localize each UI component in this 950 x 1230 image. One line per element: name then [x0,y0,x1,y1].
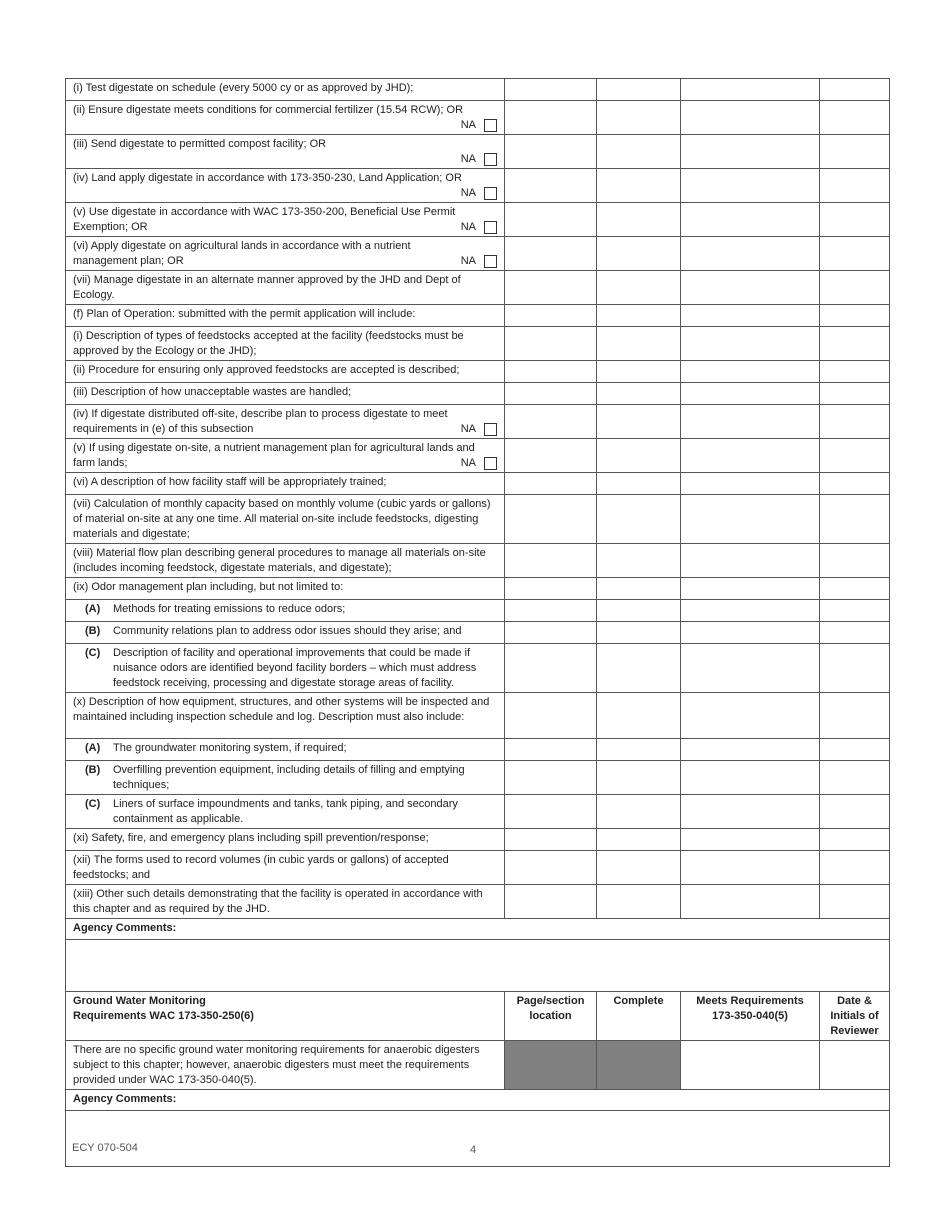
meets-requirements-cell[interactable] [681,851,820,885]
requirement-text: (xi) Safety, fire, and emergency plans including spill prevention/response; [73,832,429,844]
requirement-text-line1: (v) If using digestate on-site, a nutrient management plan for agricultural lands and [73,442,475,454]
meets-requirements-cell[interactable] [681,169,820,203]
meets-requirements-cell[interactable] [681,305,820,327]
sub-item-text: Description of facility and operational improvements that could be made if nuisance odors are identified beyond facility borders – which must address feedstock receiving, processing and digestate storage areas of facility. [113,647,477,689]
date-initials-cell[interactable] [820,473,890,495]
meets-requirements-cell[interactable] [681,693,820,739]
agency-comments-label-2: Agency Comments: [66,1090,890,1111]
date-initials-cell[interactable] [820,885,890,919]
requirement-row [66,237,890,271]
meets-requirements-cell[interactable] [681,101,820,135]
complete-cell[interactable] [597,473,681,495]
sub-item-label: (B) [85,625,101,637]
requirement-row [66,885,890,919]
date-initials-cell[interactable] [820,544,890,578]
date-initials-cell[interactable] [820,739,890,761]
meets-requirements-cell[interactable] [681,644,820,693]
na-label: NA [460,457,476,469]
requirement-text: (viii) Material flow plan describing general procedures to manage all materials on-site (includes incoming feedstock, digestate materials, and digestate); [73,547,486,574]
requirement-row [66,644,890,693]
requirement-row [66,829,890,851]
requirement-row [66,693,890,739]
meets-requirements-cell[interactable] [681,795,820,829]
meets-requirements-cell[interactable] [681,203,820,237]
complete-cell[interactable] [597,693,681,739]
requirement-text-cell [66,600,505,622]
complete-cell[interactable] [597,135,681,169]
page-section-cell[interactable] [505,578,597,600]
gw-complete-cell [597,1041,681,1090]
na-checkbox[interactable] [484,457,497,470]
complete-cell[interactable] [597,383,681,405]
date-initials-cell[interactable] [820,578,890,600]
requirement-text-cell [66,739,505,761]
meets-requirements-cell[interactable] [681,885,820,919]
requirement-text: (vii) Calculation of monthly capacity based on monthly volume (cubic yards or gallons) of material on-site at any one time. All material on-site include feedstocks, digesting materials and digestate; [73,498,491,540]
page-section-cell[interactable] [505,473,597,495]
complete-cell[interactable] [597,851,681,885]
na-checkbox[interactable] [484,423,497,436]
requirement-text: (ii) Procedure for ensuring only approved feedstocks are accepted is described; [73,364,460,376]
page-section-cell[interactable] [505,361,597,383]
date-initials-cell[interactable] [820,600,890,622]
complete-cell[interactable] [597,739,681,761]
meets-requirements-cell[interactable] [681,739,820,761]
complete-cell[interactable] [597,544,681,578]
date-initials-cell[interactable] [820,495,890,544]
date-initials-cell[interactable] [820,439,890,473]
date-initials-cell[interactable] [820,644,890,693]
requirement-row [66,851,890,885]
requirement-row [66,473,890,495]
na-label: NA [460,423,476,435]
requirement-text: (f) Plan of Operation: submitted with the permit application will include: [73,308,416,320]
complete-cell[interactable] [597,361,681,383]
requirement-row [66,327,890,361]
gw-col-date-initials: Date & Initials of Reviewer [820,992,890,1041]
date-initials-cell[interactable] [820,851,890,885]
requirement-text-cell [66,327,505,361]
date-initials-cell[interactable] [820,761,890,795]
requirement-text: (iv) Land apply digestate in accordance with 173-350-230, Land Application; OR [73,172,462,184]
date-initials-cell[interactable] [820,361,890,383]
meets-requirements-cell[interactable] [681,622,820,644]
complete-cell[interactable] [597,203,681,237]
requirement-text-line2: Exemption; OR [73,221,148,233]
date-initials-cell[interactable] [820,169,890,203]
page-section-cell[interactable] [505,439,597,473]
page-section-cell[interactable] [505,885,597,919]
requirement-row [66,135,890,169]
requirement-row [66,79,890,101]
requirement-row [66,271,890,305]
page-section-cell[interactable] [505,237,597,271]
page-section-cell[interactable] [505,495,597,544]
gw-col-page-section: Page/section location [505,992,597,1041]
na-option [73,186,497,201]
agency-comments-input-1[interactable] [66,940,890,992]
page-section-cell[interactable] [505,622,597,644]
page-number: 4 [470,1144,477,1156]
requirement-row [66,383,890,405]
requirement-text-cell [66,135,505,169]
complete-cell[interactable] [597,305,681,327]
page-section-cell[interactable] [505,203,597,237]
na-checkbox[interactable] [484,153,497,166]
page-section-cell[interactable] [505,79,597,101]
requirement-text-cell [66,439,505,473]
meets-requirements-cell[interactable] [681,237,820,271]
complete-cell[interactable] [597,578,681,600]
requirement-row [66,203,890,237]
complete-cell[interactable] [597,169,681,203]
complete-cell[interactable] [597,101,681,135]
requirement-text-cell [66,383,505,405]
requirement-row [66,361,890,383]
meets-requirements-cell[interactable] [681,473,820,495]
gw-title-line2: Requirements WAC 173-350-250(6) [73,1010,254,1022]
gw-date-cell[interactable] [820,1041,890,1090]
requirement-text-cell [66,169,505,203]
complete-cell[interactable] [597,271,681,305]
requirement-text: (vi) A description of how facility staff will be appropriately trained; [73,476,387,488]
sub-item-text: The groundwater monitoring system, if required; [113,742,347,754]
requirement-row [66,495,890,544]
gw-meets-cell[interactable] [681,1041,820,1090]
sub-item-text: Overfilling prevention equipment, including details of filling and emptying techniques; [113,764,465,791]
requirement-text: (ix) Odor management plan including, but not limited to: [73,581,344,593]
na-label: NA [460,187,476,199]
meets-requirements-cell[interactable] [681,271,820,305]
meets-requirements-cell[interactable] [681,544,820,578]
date-initials-cell[interactable] [820,305,890,327]
gw-title-line1: Ground Water Monitoring [73,995,206,1007]
page-section-cell[interactable] [505,644,597,693]
sub-item-label: (B) [85,764,101,776]
complete-cell[interactable] [597,885,681,919]
date-initials-cell[interactable] [820,271,890,305]
agency-comments-area-1[interactable] [66,940,890,992]
gw-body-row [66,1041,890,1090]
requirement-row [66,439,890,473]
requirement-text-cell [66,693,505,739]
complete-cell[interactable] [597,405,681,439]
page-section-cell[interactable] [505,169,597,203]
complete-cell[interactable] [597,439,681,473]
page-section-cell[interactable] [505,795,597,829]
requirement-text-line1: (iv) If digestate distributed off-site, describe plan to process digestate to meet [73,408,448,420]
form-number: ECY 070-504 [72,1142,138,1154]
na-option [461,422,497,437]
requirement-text-cell [66,544,505,578]
complete-cell[interactable] [597,761,681,795]
requirement-text: (ii) Ensure digestate meets conditions for commercial fertilizer (15.54 RCW); OR [73,104,464,116]
requirement-row [66,600,890,622]
sub-item-text: Liners of surface impoundments and tanks, tank piping, and secondary containment as applicable. [113,798,458,825]
requirement-text: (iii) Description of how unacceptable wastes are handled; [73,386,352,398]
na-label: NA [460,221,476,233]
date-initials-cell[interactable] [820,795,890,829]
complete-cell[interactable] [597,644,681,693]
meets-requirements-cell[interactable] [681,135,820,169]
na-checkbox[interactable] [484,221,497,234]
na-label: NA [460,255,476,267]
date-initials-cell[interactable] [820,237,890,271]
meets-requirements-cell[interactable] [681,600,820,622]
meets-requirements-cell[interactable] [681,79,820,101]
page-section-cell[interactable] [505,327,597,361]
sub-item-label: (A) [85,603,101,615]
date-initials-cell[interactable] [820,79,890,101]
page-section-cell[interactable] [505,271,597,305]
meets-requirements-cell[interactable] [681,495,820,544]
requirement-text-cell [66,495,505,544]
requirement-text: (xii) The forms used to record volumes (in cubic yards or gallons) of accepted feedstocks; and [73,854,449,881]
meets-requirements-cell[interactable] [681,761,820,795]
meets-requirements-cell[interactable] [681,405,820,439]
gw-title [66,992,505,1041]
na-checkbox[interactable] [484,255,497,268]
requirement-text-cell [66,851,505,885]
complete-cell[interactable] [597,795,681,829]
na-option [73,118,497,133]
requirement-row [66,795,890,829]
requirement-text-cell [66,578,505,600]
requirement-row [66,544,890,578]
page-section-cell[interactable] [505,600,597,622]
date-initials-cell[interactable] [820,829,890,851]
requirement-text-cell [66,829,505,851]
requirement-text-line1: (vi) Apply digestate on agricultural lands in accordance with a nutrient [73,240,411,252]
meets-requirements-cell[interactable] [681,439,820,473]
na-option [461,220,497,235]
page-section-cell[interactable] [505,383,597,405]
requirement-text: (iii) Send digestate to permitted compost facility; OR [73,138,327,150]
requirement-text: (i) Description of types of feedstocks accepted at the facility (feedstocks must be approved by the Ecology or the JHD); [73,330,464,357]
requirement-row [66,305,890,327]
page-section-cell[interactable] [505,739,597,761]
complete-cell[interactable] [597,495,681,544]
complete-cell[interactable] [597,622,681,644]
requirements-table [65,78,890,1167]
requirement-row [66,169,890,203]
date-initials-cell[interactable] [820,327,890,361]
page-section-cell[interactable] [505,761,597,795]
requirement-text-cell [66,405,505,439]
requirement-row [66,101,890,135]
requirement-row [66,761,890,795]
na-option [73,152,497,167]
meets-requirements-cell[interactable] [681,361,820,383]
meets-requirements-cell[interactable] [681,327,820,361]
agency-comments-area-2[interactable] [66,1111,890,1167]
requirement-text-cell [66,622,505,644]
gw-col-complete: Complete [597,992,681,1041]
requirement-text-cell [66,237,505,271]
page-section-cell[interactable] [505,693,597,739]
requirement-text-cell [66,473,505,495]
gw-col-meets-requirements: Meets Requirements 173-350-040(5) [681,992,820,1041]
page-section-cell[interactable] [505,405,597,439]
page-section-cell[interactable] [505,101,597,135]
requirement-text-cell [66,79,505,101]
na-option [461,456,497,471]
na-checkbox[interactable] [484,187,497,200]
meets-requirements-cell[interactable] [681,383,820,405]
na-option [461,254,497,269]
date-initials-cell[interactable] [820,405,890,439]
meets-requirements-cell[interactable] [681,829,820,851]
page-section-cell[interactable] [505,544,597,578]
agency-comments-row-1 [66,919,890,940]
agency-comments-row-2 [66,1090,890,1111]
requirement-row [66,405,890,439]
complete-cell[interactable] [597,829,681,851]
requirement-text-line2: farm lands; [73,457,128,469]
agency-comments-label-1: Agency Comments: [66,919,890,940]
requirement-text: (xiii) Other such details demonstrating that the facility is operated in accordance with this chapter and as required by the JHD. [73,888,483,915]
requirement-text-cell [66,761,505,795]
complete-cell[interactable] [597,79,681,101]
requirement-text-cell [66,101,505,135]
requirement-row [66,622,890,644]
complete-cell[interactable] [597,237,681,271]
sub-item-text: Community relations plan to address odor issues should they arise; and [113,625,462,637]
na-label: NA [460,119,476,131]
complete-cell[interactable] [597,327,681,361]
requirement-text-cell [66,305,505,327]
sub-item-label: (C) [85,647,101,659]
gw-header-row [66,992,890,1041]
page-section-cell[interactable] [505,135,597,169]
requirement-text-cell [66,795,505,829]
requirement-row [66,739,890,761]
requirement-text: (vii) Manage digestate in an alternate manner approved by the JHD and Dept of Ecology. [73,274,461,301]
requirement-row [66,578,890,600]
na-checkbox[interactable] [484,119,497,132]
sub-item-label: (C) [85,798,101,810]
requirement-text-cell [66,644,505,693]
date-initials-cell[interactable] [820,101,890,135]
agency-comments-input-2[interactable] [66,1111,890,1167]
requirements-body [66,79,890,919]
requirement-text: (i) Test digestate on schedule (every 5000 cy or as approved by JHD); [73,82,414,94]
complete-cell[interactable] [597,600,681,622]
date-initials-cell[interactable] [820,383,890,405]
requirement-text-line1: (v) Use digestate in accordance with WAC 173-350-200, Beneficial Use Permit [73,206,456,218]
date-initials-cell[interactable] [820,203,890,237]
date-initials-cell[interactable] [820,693,890,739]
page-section-cell[interactable] [505,851,597,885]
gw-page-section-cell [505,1041,597,1090]
requirement-text-cell [66,361,505,383]
requirement-text-line2: requirements in (e) of this subsection [73,423,254,435]
gw-body-text: There are no specific ground water monitoring requirements for anaerobic digesters subject to this chapter; however, anaerobic digesters must meet the requirements provided under WAC 173-350-040(5). [66,1041,505,1090]
requirement-text-cell [66,271,505,305]
date-initials-cell[interactable] [820,622,890,644]
requirement-text: (x) Description of how equipment, structures, and other systems will be inspected and maintained including inspection schedule and log. Description must also include: [73,696,490,723]
sub-item-label: (A) [85,742,101,754]
requirement-text-cell [66,203,505,237]
date-initials-cell[interactable] [820,135,890,169]
requirement-text-cell [66,885,505,919]
page-section-cell[interactable] [505,829,597,851]
meets-requirements-cell[interactable] [681,578,820,600]
na-label: NA [460,153,476,165]
page-section-cell[interactable] [505,305,597,327]
sub-item-text: Methods for treating emissions to reduce odors; [113,603,346,615]
requirement-text-line2: management plan; OR [73,255,184,267]
